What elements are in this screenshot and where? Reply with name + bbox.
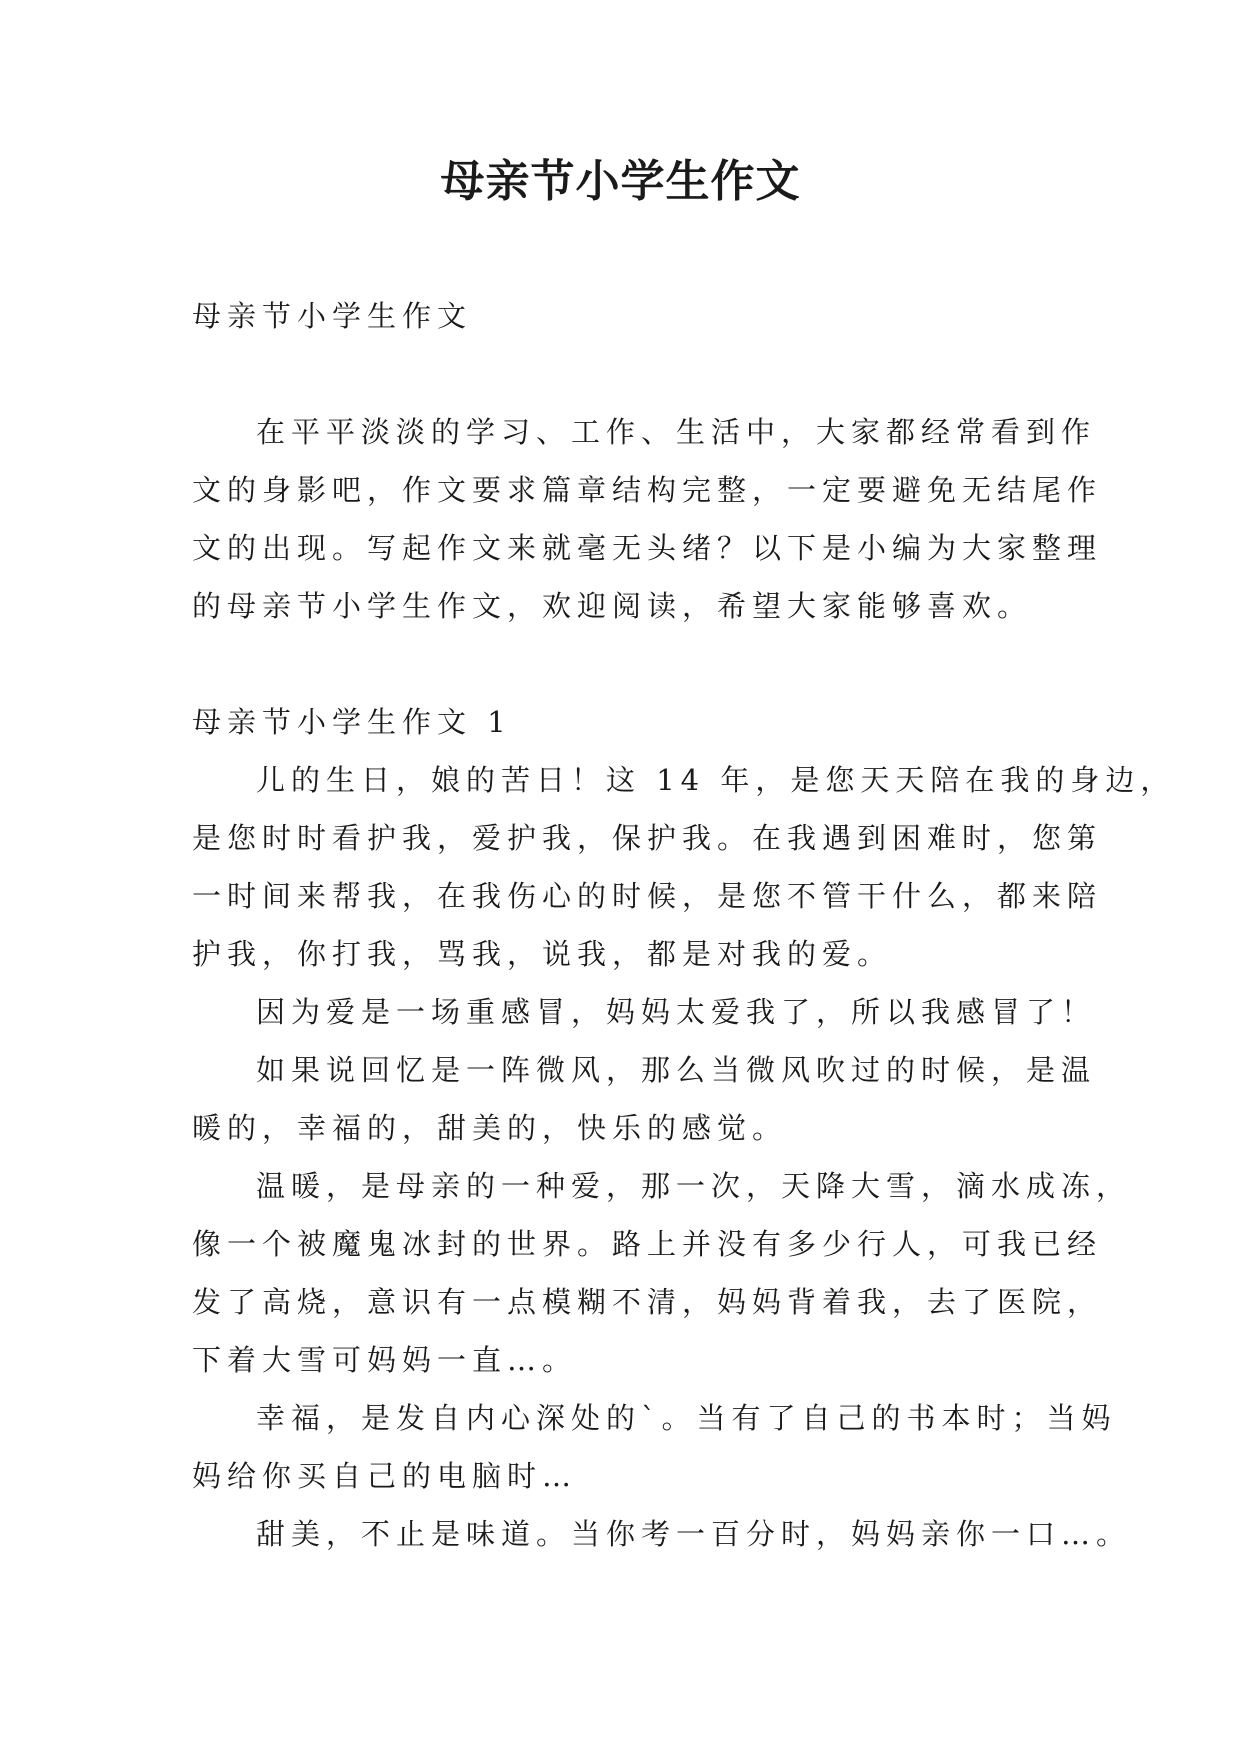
section-heading: 母亲节小学生作文 1 xyxy=(192,705,512,739)
document-body xyxy=(192,287,1176,1563)
essay-line: 暖的，幸福的，甜美的，快乐的感觉。 xyxy=(192,1111,788,1145)
essay-line: 温暖，是母亲的一种爱，那一次，天降大雪，滴水成冻， xyxy=(256,1169,1132,1203)
document-title: 母亲节小学生作文 xyxy=(440,156,801,207)
essay-line: 护我，你打我，骂我，说我，都是对我的爱。 xyxy=(192,937,893,971)
essay-line: 如果说回忆是一阵微风，那么当微风吹过的时候，是温 xyxy=(256,1053,1097,1087)
essay-line: 发了高烧，意识有一点模糊不清，妈妈背着我，去了医院， xyxy=(192,1285,1103,1319)
paragraph-gap xyxy=(192,635,1062,693)
intro-line: 文的身影吧，作文要求篇章结构完整，一定要避免无结尾作 xyxy=(192,473,1103,507)
intro-line: 在平平淡淡的学习、工作、生活中，大家都经常看到作 xyxy=(256,415,1097,449)
essay-line: 像一个被魔鬼冰封的世界。路上并没有多少行人，可我已经 xyxy=(192,1227,1103,1261)
essay-line: 幸福，是发自内心深处的`。当有了自己的书本时；当妈 xyxy=(256,1401,1117,1435)
essay-line: 妈给你买自己的电脑时… xyxy=(192,1459,578,1493)
essay-line: 是您时时看护我，爱护我，保护我。在我遇到困难时，您第 xyxy=(192,821,1103,855)
essay-line: 下着大雪可妈妈一直…。 xyxy=(192,1343,578,1377)
essay-subtitle: 母亲节小学生作文 xyxy=(192,299,473,333)
essay-line: 儿的生日，娘的苦日！这 14 年，是您天天陪在我的身边， xyxy=(256,763,1176,797)
essay-line: 因为爱是一场重感冒，妈妈太爱我了，所以我感冒了！ xyxy=(256,995,1097,1029)
intro-line: 的母亲节小学生作文，欢迎阅读，希望大家能够喜欢。 xyxy=(192,589,1033,623)
intro-line: 文的出现。写起作文来就毫无头绪？以下是小编为大家整理 xyxy=(192,531,1103,565)
essay-line: 甜美，不止是味道。当你考一百分时，妈妈亲你一口…。 xyxy=(256,1517,1132,1551)
essay-line: 一时间来帮我，在我伤心的时候，是您不管干什么，都来陪 xyxy=(192,879,1103,913)
paragraph-gap xyxy=(192,345,1062,403)
